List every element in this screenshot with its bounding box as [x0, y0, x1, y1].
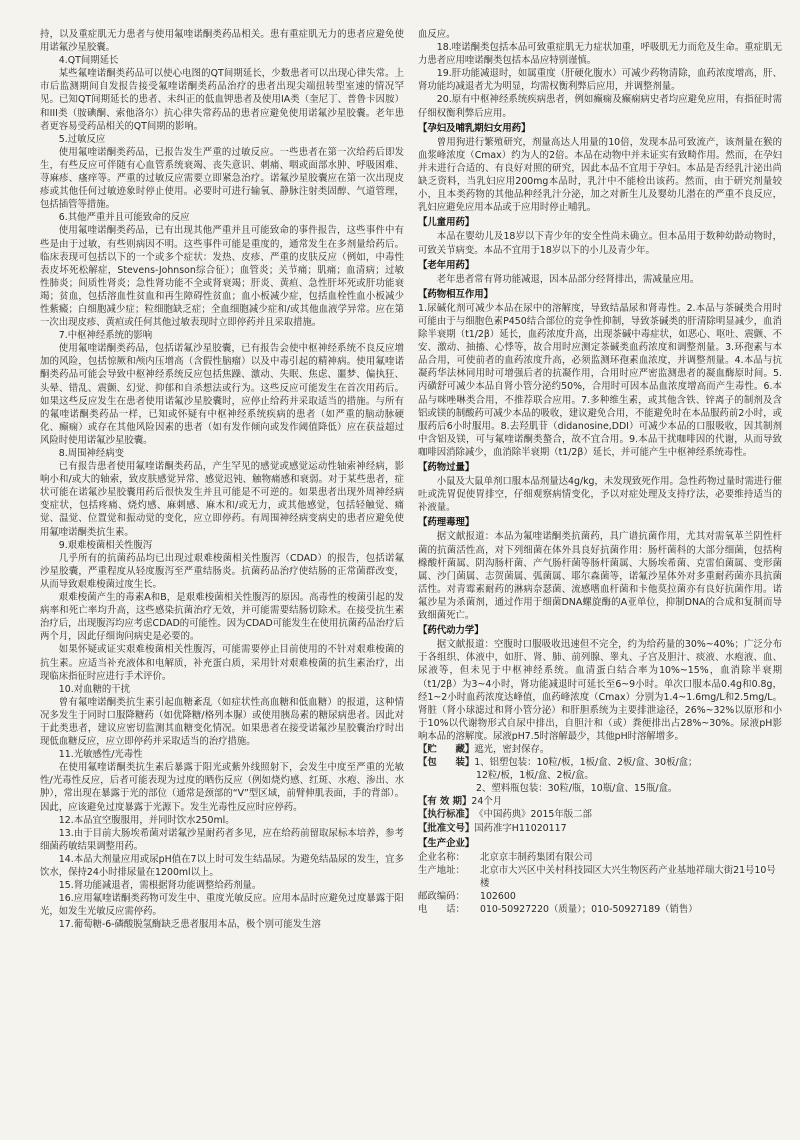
left-paragraph: 10.对血糖的干扰: [58, 683, 130, 695]
right-section-heading: 【药物相互作用】: [418, 288, 494, 300]
right-paragraph: 老年患者常有肾功能减退，因本品部分经肾排出，需减量应用。: [436, 273, 700, 285]
approval-label: 【批准文号】: [418, 822, 475, 834]
standard-value: 《中国药典》2015年版二部: [474, 809, 592, 821]
left-paragraph: 已有报告患者使用氟喹诺酮类药品，产生罕见的感觉或感觉运动性轴索神经病，影响小和/或大的轴索，致皮肤感觉异常、感觉迟钝、触物痛感和衰弱。对于某些患者，症状可能在诺氟沙星胶囊用药后很快发生并且可能是不可逆的。如果患者出现外周神经病变症状，包括疼痛、烧灼感、麻刺感、麻木和/或无力，或其他感觉，包括轻触觉、痛觉、温觉、位置觉和振动觉的变化，应立即停药。有周围神经病变病史的患者应避免使用氟喹诺酮类抗生素。: [40, 461, 404, 538]
right-column: [418, 28, 782, 1134]
left-paragraph: 17.葡萄糖-6-磷酸脱氢酶缺乏患者服用本品，极个别可能发生溶: [58, 919, 321, 931]
company-name-value: 北京京丰制药集团有限公司: [480, 851, 593, 863]
company-name-label: 企业名称：: [418, 851, 465, 863]
left-paragraph: 使用氟喹诺酮类药品，包括诺氟沙星胶囊，已有报告会使中枢神经系统不良反应增加的风险，包括惊厥和颅内压增高（含假性脑瘤）以及中毒引起的精神病。使用氟喹诺酮类药品可能会导致中枢神经系统反应包括焦躁、激动、失眠、焦虑、噩梦、偏执狂、头晕、错乱、震颤、幻觉、抑郁和自杀想法或行为。这些反应可能发生在首次用药后。如果这些反应发生在患者使用诺氟沙星胶囊时，应停止给药并采取适当的措施。与所有的氟喹诺酮类药品一样，已知或怀疑有中枢神经系统疾病的患者（如严重的脑动脉硬化、癫痫）或存在其他风险因素的患者（如有发作倾向或发作阈值降低）应在获益超过风险时使用诺氟沙星胶囊。: [40, 343, 404, 446]
left-column: [40, 28, 404, 1134]
left-paragraph: 在使用氟喹诺酮类抗生素后暴露于阳光或紫外线照射下，会发生中度至严重的光敏性/光毒性反应，后者可能表现为过度的晒伤反应（例如烧灼感、红斑、水疱、渗出、水肿），常出现在暴露于光的部位（通常是颈部的“V”型区域，前臂伸肌表面，手的背部）。因此，应该避免过度暴露于光源下。发生光毒性反应时应停药。: [40, 762, 404, 813]
left-paragraph: 持，以及重症肌无力患者与使用氟喹诺酮类药品相关。患有重症肌无力的患者应避免使用诺氟沙星胶囊。: [40, 29, 404, 54]
company-name-row: [418, 851, 782, 864]
left-paragraph: 5.过敏反应: [58, 133, 106, 145]
right-section-heading: 【药理毒理】: [418, 517, 475, 529]
left-paragraph: 15.肾功能减退者，需根据肾功能调整给药剂量。: [58, 880, 262, 892]
packaging-label: 【包 装】: [418, 757, 475, 769]
left-paragraph: 14.本品大剂量应用或尿pH值在7以上时可发生结晶尿。为避免结晶尿的发生，宜多饮水，保持24小时排尿量在1200ml以上。: [40, 853, 404, 878]
storage-value: 遮光，密封保存。: [474, 743, 550, 755]
right-paragraph: 血反应。: [418, 29, 456, 40]
left-paragraph: 6.其他严重并且可能致命的反应: [58, 212, 190, 224]
left-paragraph: 7.中枢神经系统的影响: [58, 330, 153, 342]
right-section-heading: 【药物过量】: [418, 462, 475, 473]
right-paragraph: 据文献报道：本品为氟喹诺酮类抗菌药，具广谱抗菌作用，尤其对需氧革兰阴性杆菌的抗菌活性高，对下列细菌在体外具良好抗菌作用：肠杆菌科的大部分细菌，包括枸橼酸杆菌属、阴沟肠杆菌、产气肠杆菌等肠杆菌属、大肠埃希菌、克雷伯菌属、变形菌属、沙门菌属、志贺菌属、弧菌属、耶尔森菌等，诺氟沙星体外对多重耐药菌亦具抗菌活性。对青霉素耐药的淋病奈瑟菌、流感嗜血杆菌和卡他莫拉菌亦有良好抗菌作用。诺氟沙星为杀菌剂，通过作用于细菌DNA螺旋酶的A亚单位，抑制DNA的合成和复制而导致细菌死亡。: [418, 531, 782, 622]
left-paragraph: 16.应用氟喹诺酮类药物可发生中、重度光敏反应。应用本品时应避免过度暴露于阳光，如发生光敏反应需停药。: [40, 893, 404, 918]
right-section-heading: 【孕妇及哺乳期妇女用药】: [418, 122, 531, 134]
packaging-value-1: 1、铝塑包装：10粒/板，1板/盒、2板/盒、30板/盒；: [474, 757, 698, 769]
left-paragraph: 使用氟喹诺酮类药品，已有出现其他严重并且可能致命的事件报告，这些事件中有些是由于过敏，有些则病因不明。这些事件可能是重度的，通常发生在多剂量给药后。临床表现可包括以下的一个或多个症状：发热、皮疹、严重的皮肤反应（例如，中毒性表皮坏死松解症，Stevens-Johnson综合征）；血管炎；关节痛；肌痛；血清病；过敏性肺炎；间质性肾炎；急性肾功能不全或肾衰竭；肝炎、黄疸、急性肝坏死或肝功能衰竭；贫血，包括溶血性贫血和再生障碍性贫血；血小板减少症，包括血栓性血小板减少性紫癜；白细胞减少症；粒细胞缺乏症；全血细胞减少症和/或其他血液学异常。应在第一次出现皮疹、黄疸或任何其他过敏表现时立即停药并且采取措施。: [40, 225, 404, 329]
left-paragraph: 某些氟喹诺酮类药品可以使心电图的QT间期延长，少数患者可以出现心律失常。上市后监测期间自发报告接受氟喹诺酮类药品治疗的患者出现尖端扭转型室速的情况罕见。已知QT间期延长的患者、未纠正的低血钾患者及使用IA类（奎尼丁、普鲁卡因胺）和III类（胺碘酮、索他洛尔）抗心律失常药品的患者应避免使用诺氟沙星胶囊。老年患者更容易受药品相关的QT间期的影响。: [40, 68, 404, 132]
left-paragraph: 曾有氟喹诺酮类抗生素引起血糖紊乱（如症状性高血糖和低血糖）的报道，这种情况多发生于同时口服降糖药（如优降糖/格列本脲）或使用胰岛素的糖尿病患者。因此对于此类患者，建议应密切监测其血糖变化情况。如果患者在接受诺氟沙星胶囊治疗时出现低血糖反应，应立即停药并采取适当的治疗措施。: [40, 696, 404, 748]
left-paragraph: 使用氟喹诺酮类药品，已报告发生严重的过敏反应。一些患者在第一次给药后即发生，有些反应可伴随有心血管系统衰竭、丧失意识、刺痛、咽或面部水肿、呼吸困难、荨麻疹、瘙痒等。严重的过敏反应需要立即紧急治疗。诺氟沙星胶囊应在第一次出现皮疹或其他任何过敏迹象时停止使用。必要时可进行输氧、静脉注射类固醇、气道管理，包括插管等措施。: [40, 146, 404, 211]
company-phone-label: 电 话：: [418, 904, 465, 916]
left-paragraph: 艰难梭菌产生的毒素A和B，是艰难梭菌相关性腹泻的原因。高毒性的梭菌引起的发病率和死亡率均升高，这些感染抗菌治疗无效，并可能需要结肠切除术。在接受抗生素治疗后，出现腹泻均应考虑CDAD的可能性。因为CDAD可能发生在使用抗菌药品治疗后两个月，因此仔细询问病史是必要的。: [40, 592, 404, 643]
storage-label: 【贮 藏】: [418, 743, 475, 755]
right-paragraph: 18.喹诺酮类包括本品可致重症肌无力症状加重，呼吸肌无力而危及生命。重症肌无力患者应用喹诺酮类包括本品应特别谨慎。: [418, 42, 782, 67]
packaging-value-3: 2、塑料瓶包装：30粒/瓶，10瓶/盒、15瓶/盒。: [476, 783, 678, 795]
company-postcode-value: 102600: [480, 891, 516, 902]
left-paragraph: 几乎所有的抗菌药品均已出现过艰难梭菌相关性腹泻（CDAD）的报告，包括诺氟沙星胶囊，严重程度从轻度腹泻至严重结肠炎。抗菌药品治疗使结肠的正常菌群改变，从而导致艰难梭菌过度生长。: [40, 552, 404, 590]
left-paragraph: 9.艰难梭菌相关性腹泻: [58, 539, 153, 551]
company-heading: 【生产企业】: [418, 837, 475, 849]
company-phone-row: [418, 903, 782, 916]
right-paragraph: 19.肝功能减退时，如属重度（肝硬化腹水）可减少药物清除，血药浓度增高，肝、肾功能均减退者尤为明显，均需权衡利弊后应用，并调整剂量。: [418, 68, 782, 93]
right-paragraph: 20.原有中枢神经系统疾病患者，例如癫痫及癫痫病史者均应避免应用，有指征时需仔细权衡利弊后应用。: [418, 94, 782, 119]
validity-row: [418, 795, 782, 808]
validity-value: 24个月: [471, 796, 503, 808]
right-section-heading: 【儿童用药】: [418, 217, 475, 229]
right-section-heading: 【药代动力学】: [418, 625, 484, 637]
right-paragraph: 1.尿碱化剂可减少本品在尿中的溶解度，导致结晶尿和肾毒性。2.本品与茶碱类合用时可能由于与细胞色素P450结合部位的竞争性抑制，导致茶碱类的肝清除明显减少，血消除半衰期（t1/2β）延长，血药浓度升高，出现茶碱中毒症状，如恶心、呕吐、震颤、不安、激动、抽搐、心悸等，故合用时应测定茶碱类血药浓度和调整剂量。3.环孢素与本品合用，可使前者的血药浓度升高，必须监测环孢素血浓度，并调整剂量。4.本品与抗凝药华法林同用时可增强后者的抗凝作用，合用时应严密监测患者的凝血酶原时间。5.丙磺舒可减少本品自肾小管分泌约50%，合用时可因本品血浓度增高而产生毒性。6.本品与咪唑啉类合用，不推荐联合应用。7.多种维生素，或其他含铁、锌离子的制剂及含铝或镁的制酸药可减少本品的吸收，建议避免合用，不能避免时在本品服药前2小时，或服药后6小时服用。8.去羟肌苷（didanosine,DDI）可减少本品的口服吸收，因其制剂中含铝及镁，可与氟喹诺酮类螯合，故不宜合用。9.本品干扰咖啡因的代谢，从而导致咖啡因消除减少，血消除半衰期（t1/2β）延长，并可能产生中枢神经系统毒性。: [418, 302, 782, 458]
company-address-row: [418, 864, 782, 890]
left-paragraph: 8.周围神经病变: [58, 448, 124, 459]
company-address-value: 北京市大兴区中关村科技园区大兴生物医药产业基地祥瑞大街21号10号楼: [480, 864, 776, 889]
right-paragraph: 小鼠及大鼠单剂口服本品剂量达4g/kg，未发现致死作用。急性药物过量时需进行催吐或洗胃促使胃排空，仔细观察病情变化，予以对症处理及支持疗法，必要维持适当的补液量。: [418, 476, 782, 514]
standard-label: 【执行标准】: [418, 809, 475, 821]
company-postcode-label: 邮政编码：: [418, 891, 465, 902]
right-paragraph: 本品在婴幼儿及18岁以下青少年的安全性尚未确立。但本品用于数种幼龄动物时，可致关节病变。本品不宜用于18岁以下的小儿及青少年。: [418, 231, 782, 256]
right-flow: [418, 28, 782, 743]
left-paragraph: 12.本品宜空腹服用，并同时饮水250ml。: [58, 814, 235, 826]
left-paragraph: 4.QT间期延长: [58, 55, 119, 67]
right-section-heading: 【老年用药】: [418, 259, 475, 271]
approval-value: 国药准字H11020117: [474, 822, 567, 834]
company-postcode-row: [418, 890, 782, 903]
left-paragraph: 如果怀疑或证实艰难梭菌相关性腹泻，可能需要停止目前使用的不针对艰难梭菌的抗生素。应适当补充液体和电解质，补充蛋白质，采用针对艰难梭菌的抗生素治疗，出现临床指征时应进行手术评价。: [40, 644, 404, 682]
company-phone-value: 010-50927220（质量）；010-50927189（销售）: [480, 904, 698, 916]
left-paragraph: 11.光敏感性/光毒性: [58, 749, 143, 761]
storage-row: [418, 743, 782, 756]
company-address-label: 生产地址：: [418, 864, 465, 876]
right-paragraph: 据文献报道：空腹时口服吸收迅速但不完全，约为给药量的30%~40%；广泛分布于各组织、体液中，如肝、肾、肺、前列腺、睾丸、子宫及胆汁、痰液、水疱液、血、尿液等，但未见于中枢神经系统。血清蛋白结合率为10%~15%，血消除半衰期（t1/2β）为3~4小时，肾功能减退时可延长至6~9小时。单次口服本品0.4g和0.8g，经1~2小时血药浓度达峰值，血药峰浓度（Cmax）分别为1.4~1.6mg/L和2.5mg/L。肾脏（肾小球滤过和肾小管分泌）和肝胆系统为主要排泄途径，26%~32%以原形和小于10%以代谢物形式自尿中排出，自胆汁和（或）粪便排出占28%~30%。尿液pH影响本品的溶解度。尿液pH7.5时溶解最少，其他pH时溶解增多。: [418, 639, 782, 742]
approval-row: [418, 822, 782, 835]
validity-label: 【有 效 期】: [418, 796, 472, 808]
left-paragraph: 13.由于目前大肠埃希菌对诺氟沙星耐药者多见，应在给药前留取尿标本培养，参考细菌药敏结果调整用药。: [40, 827, 404, 852]
packaging-row: [418, 756, 782, 769]
packaging-value-2: 12粒/板，1板/盒、2板/盒。: [476, 770, 594, 782]
standard-row: [418, 808, 782, 821]
right-paragraph: 曾用狗进行繁殖研究，剂量高达人用量的10倍，发现本品可致流产，该剂量在猴的血浆峰浓度（Cmax）约为人的2倍。本品在动物中并未证实有致畸作用。然而，在孕妇并未进行合适的、有良好对照的研究，因此本品不宜用于孕妇。本品是否经乳汁泌出尚缺乏资料，当乳妇应用200mg本品时，乳汁中不能检出该药。然而，由于研究剂量较小，且本类药物的其他品种经乳汁分泌，加之对新生儿及婴幼儿潜在的严重不良反应，乳妇应避免应用本品或于应用时停止哺乳。: [418, 136, 782, 214]
